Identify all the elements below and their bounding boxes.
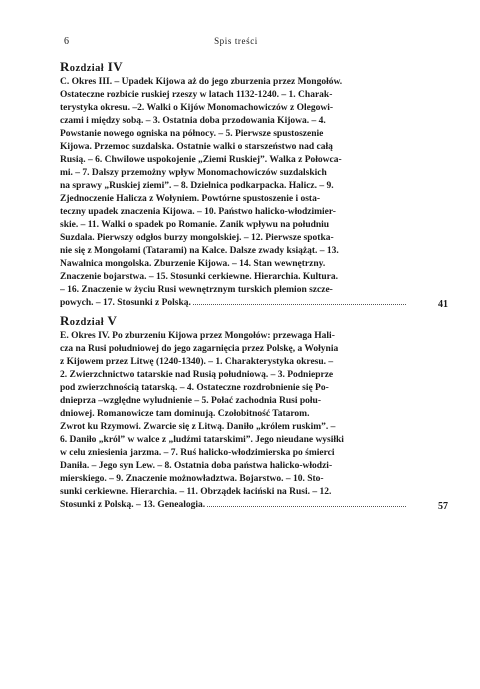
chapter-heading [60, 60, 408, 76]
summary-line: dnieprza –względne wyludnienie – 5. Połać zachodnia Rusi połu- [60, 396, 322, 406]
summary-line: Znaczenie bojarstwa. – 15. Stosunki cerkiewne. Hierarchia. Kultura. [60, 272, 338, 282]
summary-line: na sprawy „Ruskiej ziemi”. – 8. Dzielnica podkarpacka. Halicz. – 9. [60, 181, 334, 191]
summary-line: mierskiego. – 9. Znaczenie możnowładztwa. Bojarstwo. – 10. Sto- [60, 474, 324, 484]
summary-line: Ostateczne rozbicie ruskiej rzeszy w latach 1132-1240. – 1. Charak- [60, 90, 333, 100]
page-reference: 57 [438, 501, 448, 512]
chapter-heading-number: V [104, 313, 118, 328]
summary-line: Powstanie nowego ogniska na północy. – 5. Pierwsze spustoszenie [60, 129, 324, 139]
summary-line: Kijowa. Przemoc suzdalska. Ostatnie walki o starszeństwo nad całą [60, 142, 333, 152]
summary-line: skie. – 11. Walki o spadek po Romanie. Zanik wpływu na południu [60, 220, 330, 230]
table-of-contents [60, 59, 448, 512]
summary-line: z Kijowem przez Litwę (1240-1340). – 1. Charakterystyka okresu. – [60, 357, 334, 367]
chapter-heading-initial: R [60, 59, 70, 74]
summary-line: sunki cerkiewne. Hierarchia. – 11. Obrządek łaciński na Rusi. – 12. [60, 487, 332, 497]
summary-line: terystyka okresu. –2. Walki o Kijów Monomachowiczów z Olegowi- [60, 103, 334, 113]
summary-line: czami i między sobą. – 3. Ostatnia doba przodowania Kijowa. – 4. [60, 116, 326, 126]
summary-line: 2. Zwierzchnictwo tatarskie nad Rusią południową. – 3. Podnieprze [60, 370, 334, 380]
summary-line: teczny upadek znaczenia Kijowa. – 10. Państwo halicko-włodzimier- [60, 207, 336, 217]
page-number: 6 [64, 36, 69, 47]
page-reference: 41 [438, 299, 448, 310]
summary-line: pod zwierzchnością tatarską. – 4. Ostateczne rozdrobnienie się Po- [60, 383, 329, 393]
summary-line: mi. – 7. Dalszy przemożny wpływ Monomachowiczów suzdalskich [60, 168, 327, 178]
chapter-heading-word: ozdział [69, 317, 105, 328]
summary-line: 6. Daniło „król” w walce z „ludźmi tatarskimi”. Jego nieudane wysiłki [60, 435, 344, 445]
page-header [64, 36, 408, 50]
chapter-heading-initial: R [60, 313, 70, 328]
summary-line: – 16. Znaczenie w życiu Rusi wewnętrznym turskich plemion szcze- [60, 285, 333, 295]
summary-line: dniowej. Romanowicze tam dominują. Czołobitność Tatarom. [60, 409, 310, 419]
chapter-heading [60, 314, 408, 330]
summary-line: Nawalnica mongolska. Zburzenie Kijowa. – 14. Stan wewnętrzny. [60, 259, 326, 269]
summary-line: w celu zniesienia jarzma. – 7. Ruś halicko-włodzimierska po śmierci [60, 448, 335, 458]
summary-line: Daniła. – Jego syn Lew. – 8. Ostatnia doba państwa halicko-włodzi- [60, 461, 333, 471]
chapter-heading-word: ozdział [69, 63, 105, 74]
summary-line: Zjednoczenie Halicza z Wołyniem. Powtórne spustoszenie i osta- [60, 194, 320, 204]
summary-line: nie się z Mongołami (Tatarami) na Kalce. Dalsze zwady książąt. – 13. [60, 246, 339, 256]
chapter-summary [60, 330, 408, 512]
summary-line: powych. – 17. Stosunki z Polską. [60, 298, 191, 308]
summary-line: Stosunki z Polską. – 13. Genealogia. [60, 500, 206, 510]
chapter-v [60, 313, 448, 512]
summary-line: cza na Rusi południowej do jego zagarnięcia przez Polskę, a Wołynia [60, 344, 339, 354]
summary-line: E. Okres IV. Po zburzeniu Kijowa przez Mongołów: przewaga Hali- [60, 331, 335, 341]
summary-last-line [60, 499, 408, 512]
chapter-iv [60, 59, 448, 310]
dot-leader [193, 303, 406, 305]
summary-line: Zwrot ku Rzymowi. Zwarcie się z Litwą. Daniło „królem ruskim”. – [60, 422, 336, 432]
summary-last-line [60, 297, 408, 310]
running-title: Spis treści [214, 36, 258, 46]
summary-line: Rusią. – 6. Chwilowe uspokojenie „Ziemi Ruskiej”. Walka z Połowca- [60, 155, 342, 165]
summary-line: Suzdala. Pierwszy odgłos burzy mongolskiej. – 12. Pierwsze spotka- [60, 233, 334, 243]
chapter-summary [60, 76, 408, 310]
dot-leader [207, 505, 406, 507]
summary-line: C. Okres III. – Upadek Kijowa aż do jego zburzenia przez Mongołów. [60, 77, 343, 87]
chapter-heading-number: IV [104, 59, 123, 74]
